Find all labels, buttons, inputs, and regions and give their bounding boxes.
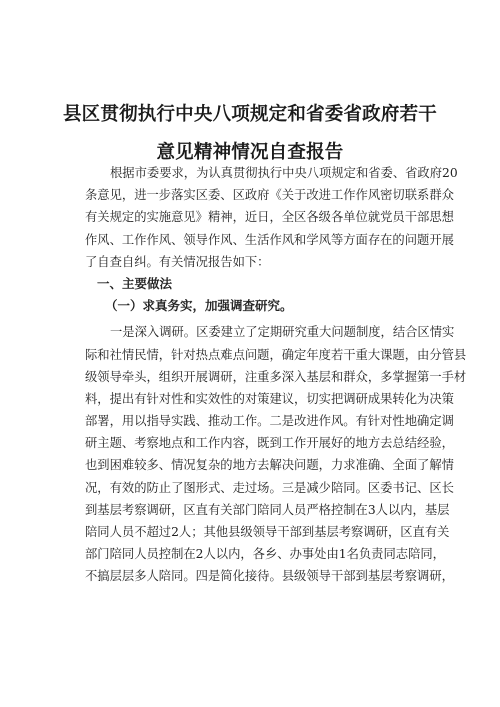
text-line: 部门陪同人员控制在2人以内，各乡、办事处由1名负责同志陪同， — [85, 547, 445, 562]
text-line: 到基层考察调研，区直有关部门陪同人员严格控制在3人以内，基层 — [85, 502, 450, 517]
text-line: 也到困难较多、情况复杂的地方去解决问题，力求准确、全面了解情 — [85, 458, 454, 473]
intro-paragraph — [85, 162, 458, 273]
subsection-heading: （一）求真务实，加强调查研究。 — [105, 298, 293, 314]
text-line: 际和社情民情，针对热点难点问题，确定年度若干重大课题，由分管县 — [85, 347, 467, 362]
document-title-line-1: 县区贯彻执行中央八项规定和省委省政府若干 — [62, 104, 437, 125]
text-line: 了自查自纠。有关情况报告如下： — [85, 254, 270, 269]
text-line: 条意见，进一步落实区委、区政府《关于改进工作作风密切联系群众 — [85, 188, 454, 203]
body-paragraph — [85, 321, 467, 587]
text-line: 研主题、考察地点和工作内容，既到工作开展好的地方去总结经验， — [85, 436, 454, 451]
document-body — [85, 162, 467, 588]
text-line: 不搞层层多人陪同。四是简化接待。县级领导干部到基层考察调研， — [85, 569, 454, 584]
document-title-line-2: 意见精神情况自查报告 — [156, 142, 344, 163]
text-line: 陪同人员不超过2人；其他县级领导干部到基层考察调研，区直有关 — [85, 525, 450, 539]
text-line: 一是深入调研。区委建立了定期研究重大问题制度，结合区情实 — [110, 325, 455, 340]
text-line: 级领导牵头，组织开展调研，注重多深入基层和群众，多掌握第一手材 — [85, 369, 467, 384]
section-heading: 一、主要做法 — [97, 275, 173, 291]
text-line: 作风、工作作风、领导作风、生活作风和学风等方面存在的问题开展 — [85, 232, 454, 247]
text-line: 况，有效的防止了图形式、走过场。三是减少陪同。区委书记、区长 — [85, 480, 454, 495]
text-line: 料，提出有针对性和实效性的对策建议，切实把调研成果转化为决策 — [85, 391, 454, 406]
text-line: 根据市委要求，为认真贯彻执行中央八项规定和省委、省政府20 — [110, 166, 458, 180]
text-line: 有关规定的实施意见》精神，近日，全区各级各单位就党员干部思想 — [85, 210, 454, 225]
text-line: 部署，用以指导实践、推动工作。二是改进作风。有针对性地确定调 — [85, 414, 454, 429]
